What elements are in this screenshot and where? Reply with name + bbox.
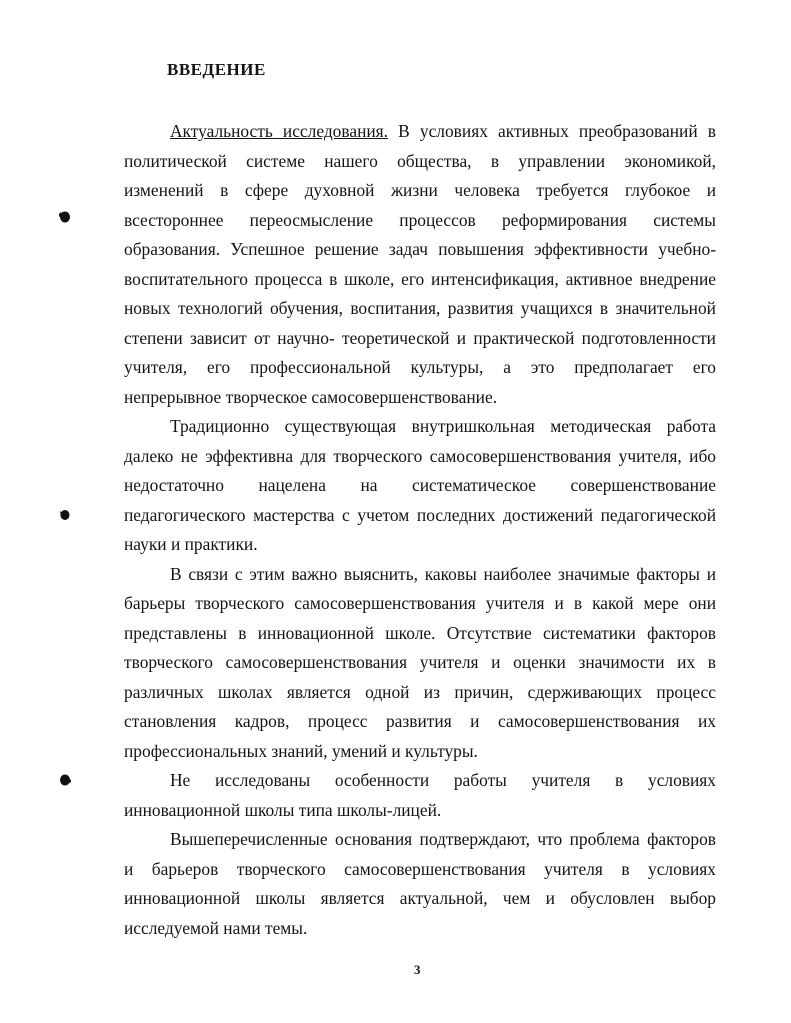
relevance-label: Актуальность исследования. (170, 121, 389, 141)
paragraph-1-line-5: образования. Успешное решение задач повышения эффективности учебно- (124, 239, 716, 259)
paragraph-3-line-6: становления кадров, процесс развития и самосовершенствования их (124, 711, 716, 731)
punch-hole-mark-bottom (58, 773, 72, 787)
paragraph-2-line-2: далеко не эффективна для творческого самосовершенствования учителя, ибо (124, 446, 716, 466)
paragraph-3-line-7: профессиональных знаний, умений и культуры. (124, 741, 478, 761)
paragraph-4-line-1: Не исследованы особенности работы учителя в условиях (170, 770, 716, 790)
paragraph-5-line-1: Вышеперечисленные основания подтверждают, что проблема факторов (170, 829, 716, 849)
paragraph-3-line-2: барьеры творческого самосовершенствования учителя и в какой мере они (124, 593, 716, 613)
paragraph-5-line-3: инновационной школы является актуальной, чем и обусловлен выбор (124, 888, 716, 908)
paragraph-1-line-3: изменений в сфере духовной жизни человека требуется глубокое и (124, 180, 716, 200)
paragraph-1-line-4: всестороннее переосмысление процессов реформирования системы (124, 210, 716, 230)
paragraph-5-line-2: и барьеров творческого самосовершенствования учителя в условиях (124, 859, 716, 879)
section-heading: ВВЕДЕНИЕ (167, 60, 266, 79)
paragraph-1-line-10: непрерывное творческое самосовершенствование. (124, 387, 498, 407)
punch-hole-mark-middle (58, 508, 72, 522)
page-number: 3 (414, 962, 421, 977)
paragraph-1-line-8: степени зависит от научно- теоретической и практической подготовленности (124, 328, 716, 348)
paragraph-4-line-2: инновационной школы типа школы-лицей. (124, 800, 442, 820)
paragraph-1-line-6: воспитательного процесса в школе, его интенсификация, активное внедрение (124, 269, 716, 289)
paragraph-1-line-1 (170, 120, 716, 142)
paragraph-3-line-5: различных школах является одной из причин, сдерживающих процесс (124, 682, 716, 702)
paragraph-2-line-3: недостаточно нацелена на систематическое совершенствование (124, 475, 716, 495)
paragraph-5-line-4: исследуемой нами темы. (124, 918, 308, 938)
paragraph-2-line-1: Традиционно существующая внутришкольная методическая работа (170, 416, 716, 436)
paragraph-3-line-3: представлены в инновационной школе. Отсутствие систематики факторов (124, 623, 716, 643)
paragraph-2-line-5: науки и практики. (124, 534, 258, 554)
paragraph-2-line-4: педагогического мастерства с учетом последних достижений педагогической (124, 505, 716, 525)
paragraph-3-line-1: В связи с этим важно выяснить, каковы наиболее значимые факторы и (170, 564, 716, 584)
paragraph-1-line-2: политической системе нашего общества, в управлении экономикой, (124, 151, 716, 171)
paragraph-1-line-9: учителя, его профессиональной культуры, а это предполагает его (124, 357, 716, 377)
paragraph-3-line-4: творческого самосовершенствования учителя и оценки значимости их в (124, 652, 716, 672)
punch-hole-mark-top (58, 210, 72, 224)
paragraph-1-line-7: новых технологий обучения, воспитания, развития учащихся в значительной (124, 298, 716, 318)
paragraph-1-line-1-rest: В условиях активных преобразований в (388, 121, 716, 141)
